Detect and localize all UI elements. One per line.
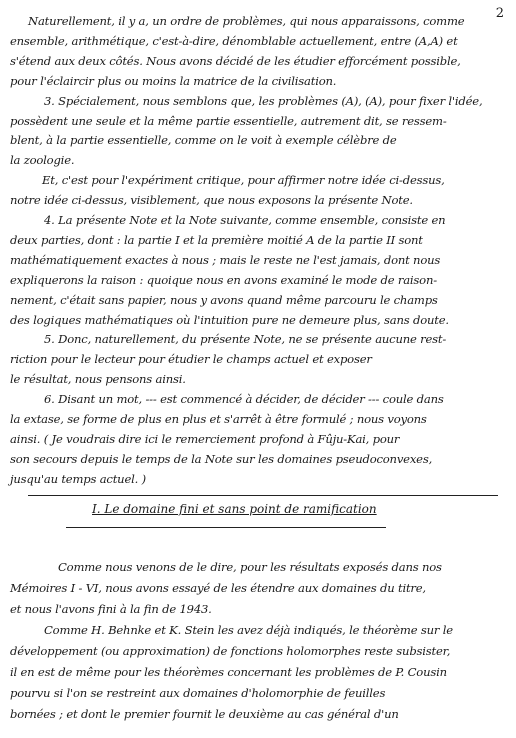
text-line: ainsi. ( Je voudrais dire ici le remerciement profond à Fûju-Kai, pour xyxy=(10,431,400,446)
text-line: s'étend aux deux côtés. Nous avons décidé de les étudier efforcément possible, xyxy=(10,53,461,68)
text-line: la zoologie. xyxy=(10,153,75,168)
text-line: la extase, se forme de plus en plus et s'arrêt à être formulé ; nous voyons xyxy=(10,412,427,426)
text-line: blent, à la partie essentielle, comme on le voit à exemple célèbre de xyxy=(10,133,397,148)
section-heading-block xyxy=(0,502,516,520)
text-line: 6. Disant un mot, --- est commencé à décider, de décider --- coule dans xyxy=(44,392,444,407)
text-line: Comme nous venons de le dire, pour les résultats exposés dans nos xyxy=(58,560,442,574)
text-line: Naturellement, il y a, un ordre de problèmes, qui nous apparaissons, comme xyxy=(28,14,465,28)
text-line: et nous l'avons fini à la fin de 1943. xyxy=(10,602,212,616)
text-line: notre idée ci-dessus, visiblement, que nous exposons la présente Note. xyxy=(10,193,413,208)
text-line: 5. Donc, naturellement, du présente Note, ne se présente aucune rest- xyxy=(44,332,447,347)
text-line: riction pour le lecteur pour étudier le champs actuel et exposer xyxy=(10,352,372,367)
text-line: mathématiquement exactes à nous ; mais le reste ne l'est jamais, dont nous xyxy=(10,252,441,267)
separator-rule xyxy=(28,495,498,496)
section-heading: I. Le domaine fini et sans point de ramification xyxy=(92,502,377,516)
text-line: ensemble, arithmétique, c'est-à-dire, dénomblable actuellement, entre (A,A) et xyxy=(10,33,458,48)
text-line: des logiques mathématiques où l'intuition pure ne demeure plus, sans doute. xyxy=(10,312,449,327)
text-line: expliquerons la raison : quoique nous en avons examiné le mode de raison- xyxy=(10,272,437,287)
text-line: jusqu'au temps actuel. ) xyxy=(10,471,146,486)
text-line: bornées ; et dont le premier fournit le deuxième au cas général d'un xyxy=(10,707,399,721)
text-line: pour l'éclaircir plus ou moins la matrice de la civilisation. xyxy=(10,73,337,88)
text-line: Comme H. Behnke et K. Stein les avez déjà indiqués, le théorème sur le xyxy=(44,623,453,637)
text-line: il en est de même pour les théorèmes concernant les problèmes de P. Cousin xyxy=(10,665,447,679)
text-line: possèdent une seule et la même partie essentielle, autrement dit, se ressem- xyxy=(10,113,447,128)
text-line: nement, c'était sans papier, nous y avons quand même parcouru le champs xyxy=(10,292,438,307)
text-line: le résultat, nous pensons ainsi. xyxy=(10,372,186,387)
text-line: 3. Spécialement, nous semblons que, les problèmes (A), (A), pour fixer l'idée, xyxy=(44,93,483,108)
text-line: 4. La présente Note et la Note suivante, comme ensemble, consiste en xyxy=(44,213,446,227)
text-line: Et, c'est pour l'expériment critique, pour affirmer notre idée ci-dessus, xyxy=(42,173,445,188)
text-line: Mémoires I - VI, nous avons essayé de les étendre aux domaines du titre, xyxy=(10,581,426,595)
page-number: 2 xyxy=(495,6,504,21)
text-line: son secours depuis le temps de la Note sur les domaines pseudoconvexes, xyxy=(10,451,433,466)
separator-rule-short xyxy=(66,527,386,528)
text-line: développement (ou approximation) de fonctions holomorphes reste subsister, xyxy=(10,644,451,658)
text-line: pourvu si l'on se restreint aux domaines d'holomorphie de feuilles xyxy=(10,686,386,700)
text-line: deux parties, dont : la partie I et la première moitié A de la partie II sont xyxy=(10,232,423,247)
